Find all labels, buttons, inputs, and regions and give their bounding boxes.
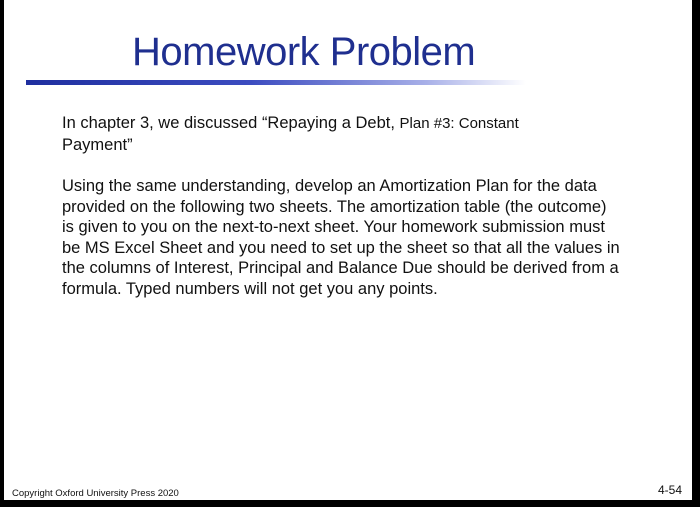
intro-text: In chapter 3, we discussed “Repaying a Debt, [62, 114, 400, 132]
intro-plan-text: Plan #3: Constant [399, 115, 519, 132]
copyright-footer: Copyright Oxford University Press 2020 [12, 488, 179, 499]
slide [4, 0, 692, 500]
slide-number: 4-54 [657, 483, 682, 497]
intro-end-text: Payment” [62, 135, 133, 154]
intro-paragraph [62, 113, 622, 155]
instructions-paragraph: Using the same understanding, develop an Amortization Plan for the data provided on the following two sheets. The amortization table (the outcome) is given to you on the next-to-next sheet. Your homework submission must be MS Excel Sheet and you need to set up the sheet so that all the values in the columns of Interest, Principal and Balance Due should be derived from a formula. Typed numbers will not get you any points. [62, 177, 620, 298]
slide-title: Homework Problem [132, 30, 476, 74]
title-underline [26, 80, 526, 85]
